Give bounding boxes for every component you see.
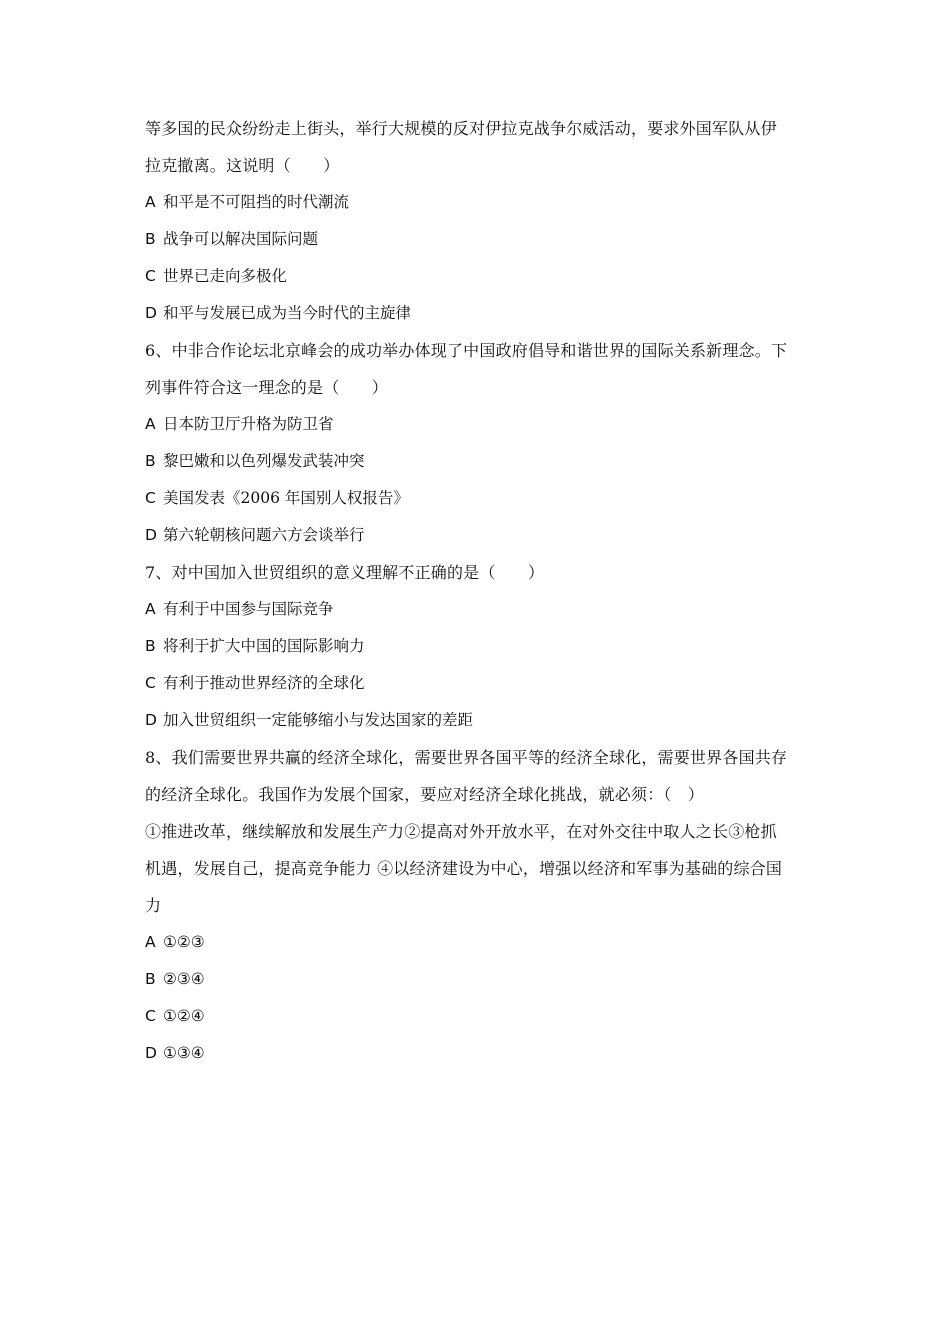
option-text: 加入世贸组织一定能够缩小与发达国家的差距 (163, 711, 474, 729)
question-6-option-d (145, 517, 810, 554)
option-text: ①②④ (163, 1007, 205, 1025)
question-5-stem-line: 拉克撤离。这说明（ ） (145, 156, 340, 175)
option-letter: C (145, 674, 156, 692)
question-7-option-d (145, 702, 810, 739)
option-text: 黎巴嫩和以色列爆发武装冲突 (163, 452, 365, 470)
document-page (145, 110, 810, 1072)
question-5-option-d (145, 295, 810, 332)
question-8-stem-line: 机遇，发展自己，提高竞争能力 ④以经济建设为中心，增强以经济和军事为基础的综合国 (145, 859, 783, 878)
question-8-option-a (145, 924, 810, 961)
question-8 (145, 739, 810, 1072)
question-5-stem-line: 等多国的民众纷纷走上街头，举行大规模的反对伊拉克战争尔威活动，要求外国军队从伊 (145, 119, 777, 138)
option-letter: D (145, 711, 157, 729)
question-8-stem-line: 8、我们需要世界共赢的经济全球化，需要世界各国平等的经济全球化，需要世界各国共存 (145, 748, 788, 767)
option-text: ①②③ (163, 933, 205, 951)
option-letter: D (145, 1044, 157, 1062)
option-text: 日本防卫厅升格为防卫省 (163, 415, 334, 433)
option-text: ①③④ (163, 1044, 205, 1062)
option-letter: B (145, 230, 156, 248)
option-text: ②③④ (163, 970, 205, 988)
question-8-option-b (145, 961, 810, 998)
question-6-option-a (145, 406, 810, 443)
question-7 (145, 554, 810, 739)
question-8-stem-line: ①推进改革，继续解放和发展生产力②提高对外开放水平，在对外交往中取人之长③枪抓 (145, 822, 777, 841)
question-6-stem-line: 列事件符合这一理念的是（ ） (145, 378, 389, 397)
option-text: 有利于中国参与国际竞争 (163, 600, 334, 618)
option-letter: D (145, 526, 157, 544)
option-text: 战争可以解决国际问题 (163, 230, 319, 248)
option-text: 和平是不可阻挡的时代潮流 (163, 193, 350, 211)
question-8-option-c (145, 998, 810, 1035)
option-letter: A (145, 415, 156, 433)
question-6-option-c (145, 480, 810, 517)
question-7-option-a (145, 591, 810, 628)
option-letter: C (145, 1007, 156, 1025)
option-text: 有利于推动世界经济的全球化 (163, 674, 365, 692)
question-8-stem-line: 的经济全球化。我国作为发展个国家，要应对经济全球化挑战，就必须：（ ） (145, 785, 705, 804)
option-letter: B (145, 452, 156, 470)
question-8-option-d (145, 1035, 810, 1072)
question-7-option-b (145, 628, 810, 665)
question-6-stem-line: 6、中非合作论坛北京峰会的成功举办体现了中国政府倡导和谐世界的国际关系新理念。下 (145, 341, 788, 360)
option-letter: A (145, 193, 156, 211)
option-text: 将利于扩大中国的国际影响力 (163, 637, 365, 655)
option-letter: A (145, 933, 156, 951)
question-5-option-a (145, 184, 810, 221)
question-7-stem-line: 7、对中国加入世贸组织的意义理解不正确的是（ ） (145, 563, 545, 582)
option-letter: D (145, 304, 157, 322)
option-letter: A (145, 600, 156, 618)
option-letter: C (145, 267, 156, 285)
option-letter: B (145, 970, 156, 988)
question-7-option-c (145, 665, 810, 702)
option-text: 美国发表《2006 年国别人权报告》 (163, 489, 409, 507)
question-5-option-c (145, 258, 810, 295)
question-6-option-b (145, 443, 810, 480)
option-text: 世界已走向多极化 (163, 267, 288, 285)
question-5 (145, 110, 810, 332)
option-letter: B (145, 637, 156, 655)
option-text: 和平与发展已成为当今时代的主旋律 (163, 304, 412, 322)
question-5-option-b (145, 221, 810, 258)
question-6 (145, 332, 810, 554)
question-8-stem-line: 力 (145, 896, 162, 915)
option-letter: C (145, 489, 156, 507)
option-text: 第六轮朝核问题六方会谈举行 (163, 526, 365, 544)
